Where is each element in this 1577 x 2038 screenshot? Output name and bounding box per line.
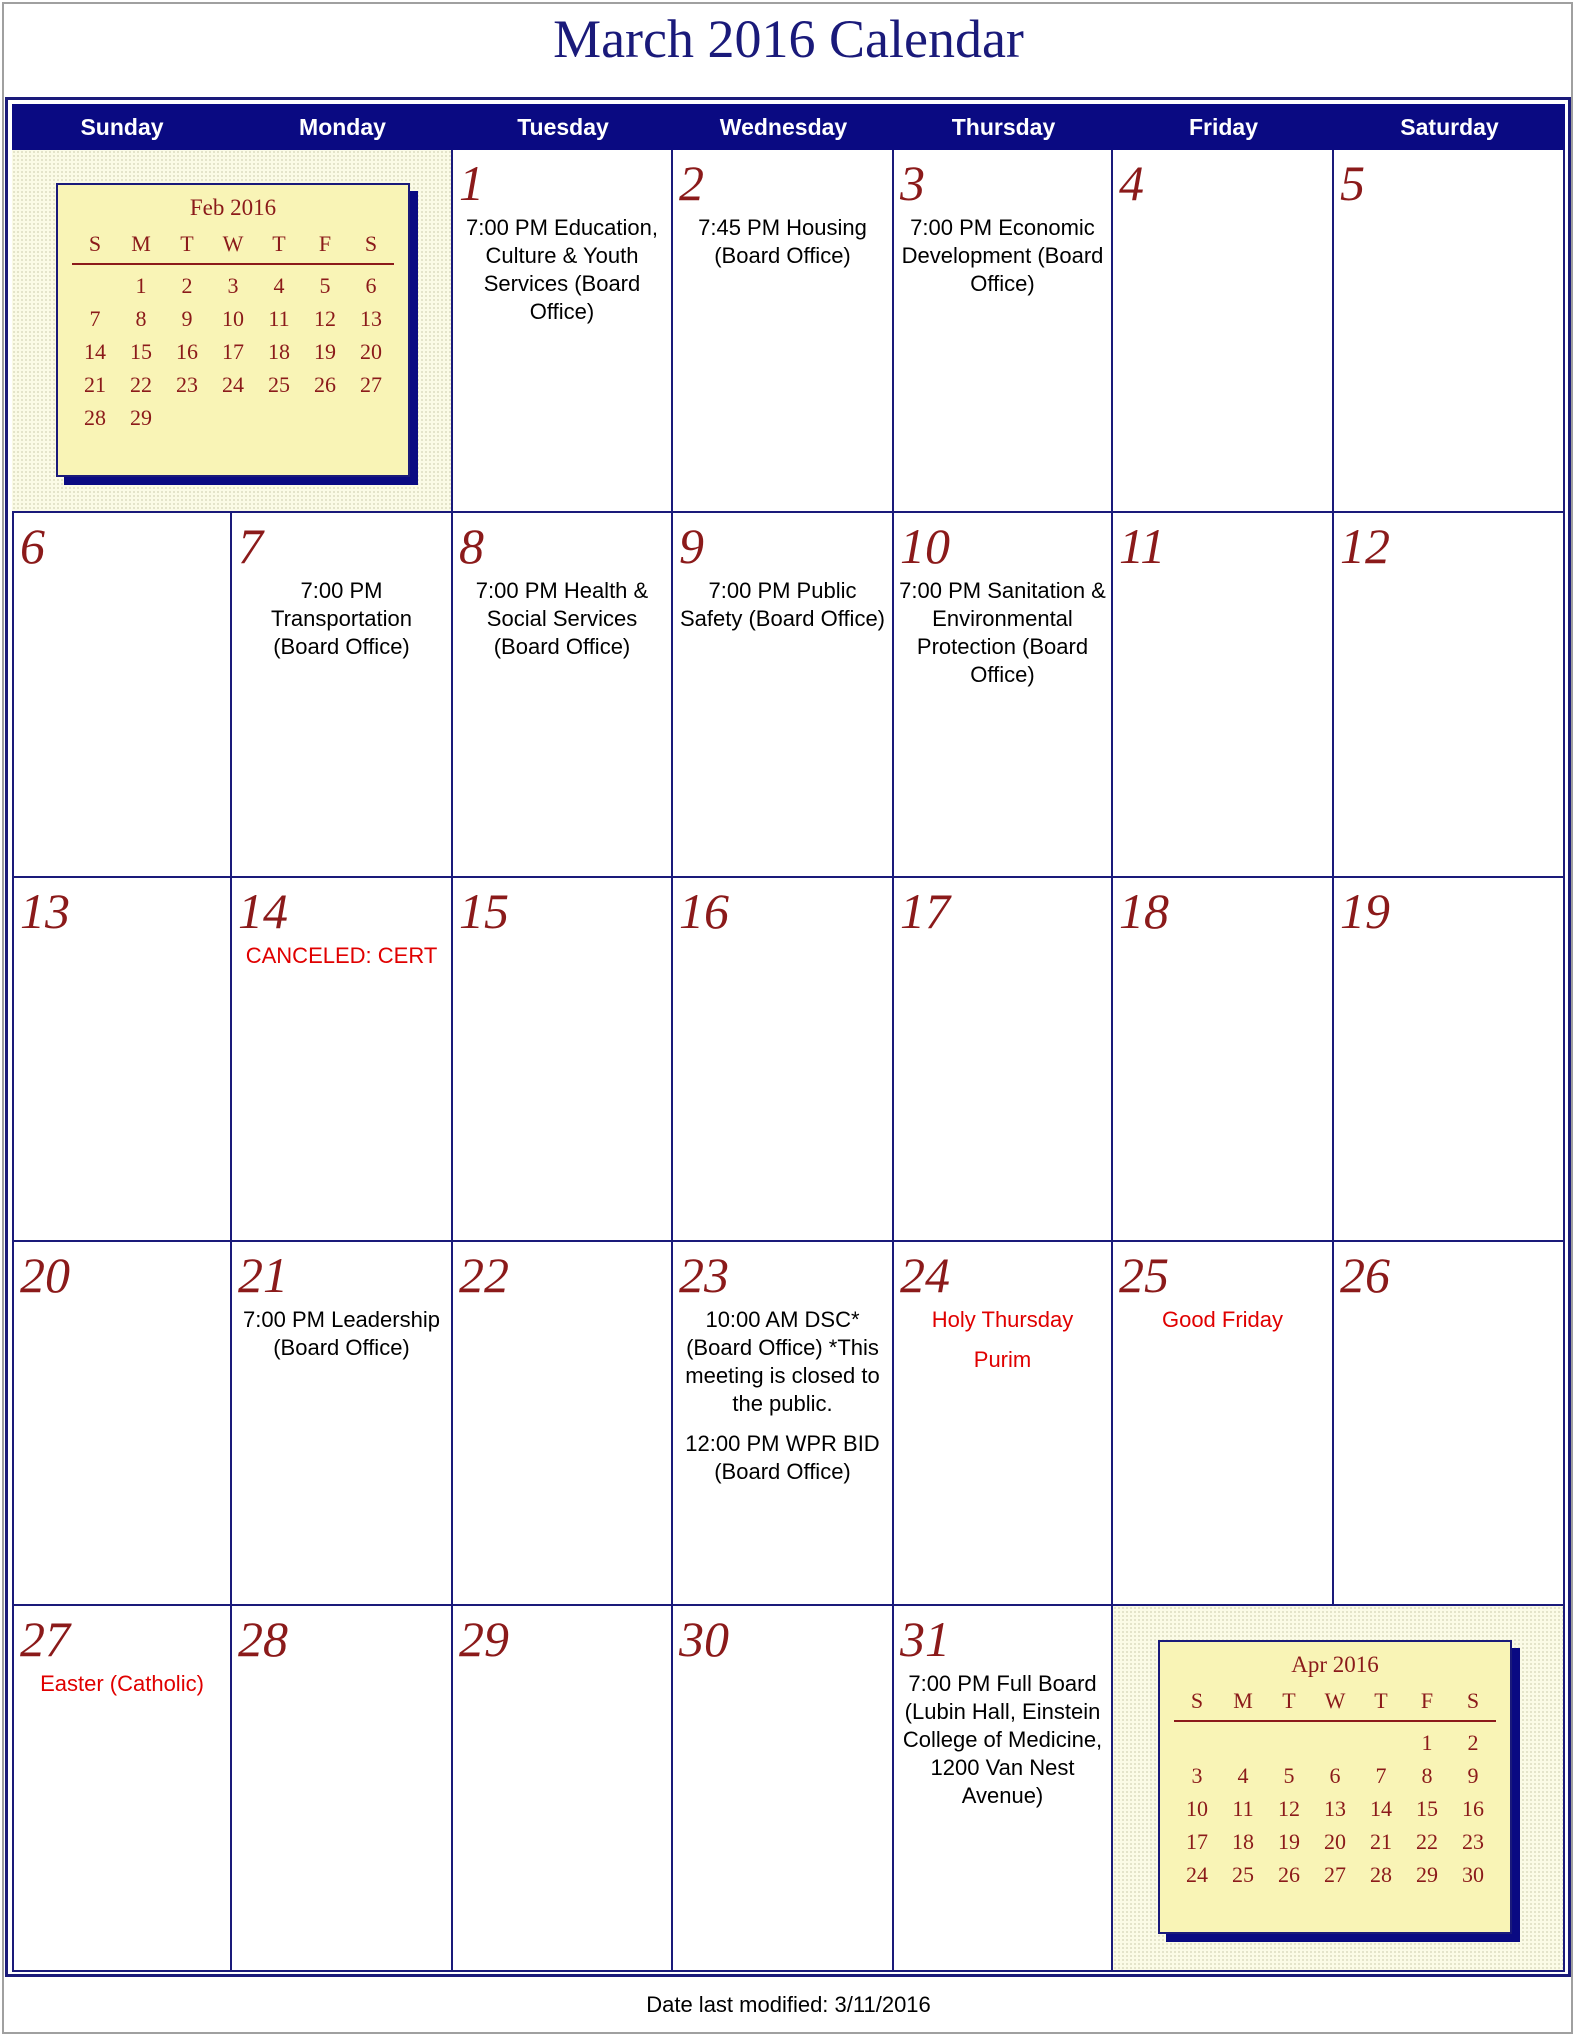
weekday-wednesday: Wednesday: [719, 114, 848, 140]
day-cell[interactable]: [1113, 513, 1334, 878]
mini-day: 12: [314, 306, 336, 331]
event-list: [898, 1670, 1107, 1822]
mini-calendar-feb: [56, 183, 410, 477]
event-list: [677, 1306, 888, 1498]
holiday-label: Holy Thursday: [931, 1307, 1074, 1332]
holiday-label: Purim: [973, 1347, 1032, 1372]
mini-weekday-row: [1174, 1684, 1496, 1717]
day-cell[interactable]: [1113, 150, 1334, 513]
mini-day: 1: [1421, 1730, 1433, 1755]
day-cell[interactable]: [673, 878, 894, 1242]
mini-day: 26: [314, 372, 336, 397]
mini-day: 29: [130, 405, 152, 430]
day-number: 26: [1340, 1247, 1390, 1303]
day-cell[interactable]: [453, 150, 673, 513]
mini-day: 10: [1186, 1796, 1208, 1821]
day-number: 5: [1340, 155, 1365, 211]
mini-day: 10: [222, 306, 244, 331]
day-cell[interactable]: [232, 1242, 453, 1606]
day-cell[interactable]: [12, 1606, 232, 1972]
day-cell[interactable]: [232, 1606, 453, 1972]
day-number: 30: [679, 1611, 729, 1667]
event-list: [236, 942, 447, 982]
mini-weekday-letter: M: [131, 231, 151, 256]
event-list: [677, 577, 888, 645]
mini-day: 22: [130, 372, 152, 397]
day-cell[interactable]: [453, 878, 673, 1242]
event-item[interactable]: 7:00 PM Leadership (Board Office): [243, 1307, 440, 1360]
mini-weekday-letter: T: [180, 231, 194, 256]
mini-day: 9: [181, 306, 193, 331]
day-cell[interactable]: [1113, 878, 1334, 1242]
mini-week-row: [1174, 1726, 1496, 1759]
mini-day: 13: [360, 306, 382, 331]
day-cell[interactable]: [1334, 1242, 1565, 1606]
mini-day: 17: [1186, 1829, 1208, 1854]
mini-day: 11: [268, 306, 290, 331]
day-cell[interactable]: [12, 1242, 232, 1606]
day-number: 3: [900, 155, 925, 211]
day-number: 2: [679, 155, 704, 211]
mini-day: 8: [135, 306, 147, 331]
mini-day: 5: [319, 273, 331, 298]
mini-day: 9: [1467, 1763, 1479, 1788]
weekday-sunday: Sunday: [80, 114, 164, 140]
mini-calendar-apr: [1158, 1640, 1512, 1934]
mini-weekday-letter: M: [1233, 1688, 1253, 1713]
weekday-tuesday: Tuesday: [517, 114, 609, 140]
mini-day: 7: [1375, 1763, 1387, 1788]
mini-day: 6: [1329, 1763, 1341, 1788]
event-list: [898, 1306, 1107, 1386]
calendar: [5, 97, 1571, 1977]
mini-weekday-letter: F: [1420, 1688, 1434, 1713]
event-item[interactable]: 10:00 AM DSC* (Board Office) *This meeting is closed to the public.: [685, 1307, 880, 1416]
day-cell[interactable]: [1334, 150, 1565, 513]
day-number: 21: [238, 1247, 288, 1303]
day-number: 11: [1119, 518, 1166, 574]
mini-weekday-letter: W: [222, 231, 244, 256]
weekday-friday: Friday: [1188, 114, 1259, 140]
mini-calendar-feb-area: [12, 150, 453, 513]
mini-weekday-letter: S: [1190, 1688, 1204, 1713]
mini-day: 24: [222, 372, 244, 397]
mini-day: 4: [273, 273, 285, 298]
day-number: 25: [1119, 1247, 1169, 1303]
day-cell[interactable]: [453, 1242, 673, 1606]
mini-day: 3: [1191, 1763, 1203, 1788]
mini-weekday-letter: S: [1466, 1688, 1480, 1713]
mini-day: 6: [365, 273, 377, 298]
mini-divider: [1174, 1720, 1496, 1722]
mini-day: 5: [1283, 1763, 1295, 1788]
mini-week-row: [1174, 1858, 1496, 1891]
day-cell[interactable]: [232, 878, 453, 1242]
event-item[interactable]: 7:00 PM Transportation (Board Office): [270, 578, 413, 659]
mini-weekday-letter: T: [1374, 1688, 1388, 1713]
day-cell[interactable]: [673, 1606, 894, 1972]
day-number: 1: [459, 155, 484, 211]
mini-day: 4: [1237, 1763, 1249, 1788]
mini-day: 15: [130, 339, 152, 364]
weekday-thursday: Thursday: [951, 114, 1056, 140]
mini-calendar-title: Apr 2016: [1291, 1652, 1379, 1677]
mini-weekday-letter: F: [318, 231, 332, 256]
weekday-monday: Monday: [299, 114, 386, 140]
mini-day: 19: [314, 339, 336, 364]
day-cell[interactable]: [673, 513, 894, 878]
day-number: 18: [1119, 883, 1169, 939]
mini-day: 25: [1232, 1862, 1254, 1887]
day-cell[interactable]: [232, 513, 453, 878]
day-number: 15: [459, 883, 509, 939]
mini-day: 19: [1278, 1829, 1300, 1854]
mini-day: 28: [1370, 1862, 1392, 1887]
day-cell[interactable]: [453, 513, 673, 878]
mini-day: 2: [1467, 1730, 1479, 1755]
event-list: [898, 577, 1107, 701]
day-number: 22: [459, 1247, 509, 1303]
mini-day: 27: [360, 372, 382, 397]
day-number: 10: [900, 518, 950, 574]
mini-day: 16: [176, 339, 198, 364]
event-list: [236, 577, 447, 673]
day-number: 31: [900, 1611, 950, 1667]
mini-day: 28: [84, 405, 106, 430]
day-number: 28: [238, 1611, 288, 1667]
calendar-title: March 2016 Calendar: [553, 9, 1024, 69]
mini-day: 12: [1278, 1796, 1300, 1821]
mini-day: 18: [268, 339, 290, 364]
mini-day: 16: [1462, 1796, 1484, 1821]
event-list: [677, 214, 888, 282]
event-list: [18, 1670, 226, 1710]
mini-weekday-row: [72, 227, 394, 260]
mini-week-row: [72, 368, 394, 401]
event-item[interactable]: 7:00 PM Health & Social Services (Board Office): [475, 578, 649, 659]
mini-day: 24: [1186, 1862, 1208, 1887]
mini-weekday-letter: S: [88, 231, 102, 256]
event-list: [457, 214, 667, 338]
mini-calendar-apr-area: [1113, 1606, 1565, 1972]
calendar-grid: [12, 150, 1565, 1972]
day-number: 8: [459, 518, 484, 574]
day-number: 24: [900, 1247, 950, 1303]
event-list: [236, 1306, 447, 1374]
day-number: 20: [20, 1247, 70, 1303]
mini-week-row: [72, 269, 394, 302]
mini-week-row: [1174, 1792, 1496, 1825]
day-number: 4: [1119, 155, 1144, 211]
event-item[interactable]: 7:00 PM Economic Development (Board Office): [901, 215, 1104, 296]
mini-day: 21: [84, 372, 106, 397]
day-cell[interactable]: [1334, 513, 1565, 878]
holiday-label: Easter (Catholic): [40, 1671, 204, 1696]
event-item[interactable]: 12:00 PM WPR BID (Board Office): [685, 1431, 880, 1484]
day-cell[interactable]: [673, 1242, 894, 1606]
day-cell[interactable]: [12, 513, 232, 878]
mini-day: 20: [1324, 1829, 1346, 1854]
day-number: 27: [20, 1611, 70, 1667]
mini-weekday-letter: T: [1282, 1688, 1296, 1713]
last-modified: Date last modified: 3/11/2016: [646, 1992, 931, 2017]
mini-day: 1: [135, 273, 147, 298]
mini-divider: [72, 263, 394, 265]
day-cell[interactable]: [12, 878, 232, 1242]
day-number: 29: [459, 1611, 509, 1667]
mini-weekday-letter: T: [272, 231, 286, 256]
day-cell[interactable]: [894, 513, 1113, 878]
mini-day: 15: [1416, 1796, 1438, 1821]
mini-calendar-title: Feb 2016: [189, 195, 277, 220]
event-item[interactable]: 7:00 PM Full Board (Lubin Hall, Einstein College of Medicine, 1200 Van Nest Avenue): [902, 1671, 1103, 1808]
mini-day: 3: [227, 273, 239, 298]
day-cell[interactable]: [673, 150, 894, 513]
mini-day: 13: [1324, 1796, 1346, 1821]
mini-week-row: [72, 335, 394, 368]
day-number: 7: [238, 518, 263, 574]
mini-day: 17: [222, 339, 244, 364]
mini-day: 7: [89, 306, 101, 331]
mini-weekday-letter: S: [364, 231, 378, 256]
weekday-header: [12, 104, 1565, 150]
mini-day: 21: [1370, 1829, 1392, 1854]
day-number: 13: [20, 883, 70, 939]
day-cell[interactable]: [894, 150, 1113, 513]
day-cell[interactable]: [894, 1606, 1113, 1972]
day-number: 12: [1340, 518, 1390, 574]
day-cell[interactable]: [1113, 1242, 1334, 1606]
event-item[interactable]: 7:00 PM Education, Culture & Youth Services (Board Office): [465, 215, 658, 324]
mini-day: 18: [1232, 1829, 1254, 1854]
day-cell[interactable]: [894, 1242, 1113, 1606]
mini-day: 14: [84, 339, 106, 364]
holiday-label: CANCELED: CERT: [245, 943, 438, 968]
mini-day: 25: [268, 372, 290, 397]
mini-day: 8: [1421, 1763, 1433, 1788]
event-item[interactable]: 7:00 PM Sanitation & Environmental Protection (Board Office): [899, 578, 1106, 687]
event-item[interactable]: 7:45 PM Housing (Board Office): [698, 215, 867, 268]
mini-day: 26: [1278, 1862, 1300, 1887]
holiday-label: Good Friday: [1161, 1307, 1284, 1332]
day-number: 19: [1340, 883, 1390, 939]
mini-day: 30: [1462, 1862, 1484, 1887]
day-number: 6: [20, 518, 45, 574]
mini-day: 22: [1416, 1829, 1438, 1854]
day-number: 23: [679, 1247, 729, 1303]
day-number: 17: [900, 883, 950, 939]
event-item[interactable]: 7:00 PM Public Safety (Board Office): [679, 578, 885, 631]
day-number: 14: [238, 883, 288, 939]
mini-day: 23: [176, 372, 198, 397]
event-list: [457, 577, 667, 673]
day-number: 16: [679, 883, 729, 939]
mini-day: 29: [1416, 1862, 1438, 1887]
mini-week-row: [1174, 1759, 1496, 1792]
mini-week-row: [72, 401, 394, 434]
weekday-saturday: Saturday: [1400, 114, 1499, 140]
event-list: [1117, 1306, 1328, 1346]
mini-day: 23: [1462, 1829, 1484, 1854]
day-cell[interactable]: [894, 878, 1113, 1242]
mini-day: 11: [1232, 1796, 1254, 1821]
mini-day: 14: [1370, 1796, 1392, 1821]
mini-day: 2: [181, 273, 193, 298]
day-cell[interactable]: [453, 1606, 673, 1972]
event-list: [898, 214, 1107, 310]
day-cell[interactable]: [1334, 878, 1565, 1242]
mini-week-row: [1174, 1825, 1496, 1858]
day-number: 9: [679, 518, 704, 574]
mini-week-row: [72, 302, 394, 335]
mini-day: 27: [1324, 1862, 1346, 1887]
mini-weekday-letter: W: [1324, 1688, 1346, 1713]
mini-day: 20: [360, 339, 382, 364]
